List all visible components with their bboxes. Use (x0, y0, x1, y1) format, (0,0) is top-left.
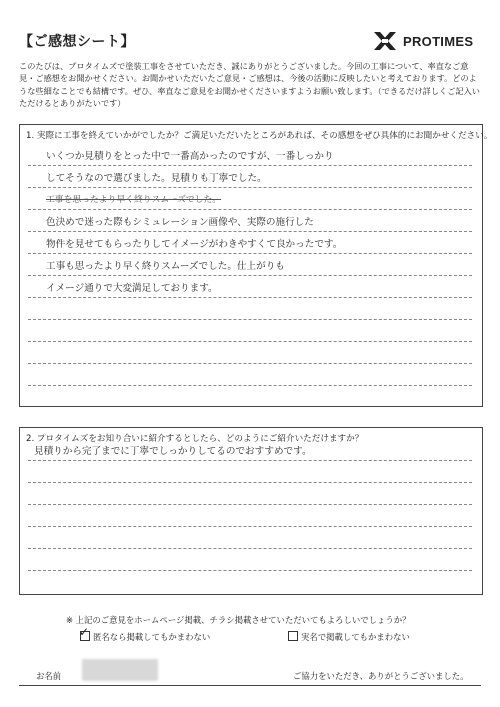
checkbox-realname[interactable] (288, 631, 298, 641)
protimes-mark-icon (372, 30, 398, 52)
option-realname-label: 実名で掲載してもかまわない (301, 632, 410, 642)
name-redacted (82, 659, 158, 681)
q1-answer-line-7: イメージ通りで大変満足しております。 (46, 283, 218, 294)
q2-answer-line-1: 見積りから完了までに丁寧でしっかりしてるのでおすすめです。 (34, 446, 312, 457)
question-1-box (19, 124, 493, 407)
intro-text: このたびは、プロタイムズで塗装工事をさせていただき、誠にありがとうございました。今回の工事について、率直なご意見・ご感想をお聞かせください。お聞かせいただいたご意見・ご感想は、今後の活動に反映したいと考えております。どのような些細なことでも結構です。ぜひ、率直なご意見をお聞かせくださいますようお願い致します。（できるだけ詳しくご記入いただけるとありがたいです） (19, 61, 480, 108)
check-mark-icon: ✓ (79, 625, 90, 639)
brand-name: PROTIMES (403, 33, 474, 49)
option-realname[interactable] (288, 631, 410, 643)
question-1-text: 1. 実際に工事を終えていかがでしたか？ご満足いただいたところがあれば、その感想をぜひ具体的にお聞かせください。 (26, 131, 493, 141)
consent-note: ※ 上記のご意見をホームページ掲載、チラシ掲載させていただいてもよろしいでしょうか？ (66, 615, 411, 625)
q1-answer-line-5: 物件を見せてもらったりしてイメージがわきやすくて良かったです。 (46, 239, 343, 250)
q1-answer-line-4: 色決めで迷った際もシミュレーション画像や、実際の施行した (46, 217, 314, 228)
thanks-text: ご協力をいただき、ありがとうございました。 (293, 671, 469, 681)
q1-answer-line-3-struck: 工事を思ったより早く終りスムーズでした。 (46, 195, 222, 205)
question-2-box (19, 427, 483, 595)
name-label: お名前 (36, 671, 62, 681)
protimes-logo (372, 30, 473, 52)
q1-answer-line-2: してそうなので選びました。見積りも丁寧でした。 (46, 173, 267, 184)
checkbox-anonymous[interactable] (79, 625, 90, 641)
sheet-title: 【ご感想シート】 (19, 34, 135, 50)
q1-answer-line-1: いくつか見積りをとった中で一番高かったのですが、一番しっかり (46, 151, 334, 162)
option-anonymous-label: 匿名なら掲載してもかまわない (93, 632, 211, 642)
option-anonymous[interactable] (79, 625, 211, 643)
question-2-text: 2. プロタイムズをお知り合いに紹介するとしたら、どのようにご紹介いただけますか？ (26, 434, 364, 444)
q1-answer-line-6: 工事も思ったより早く終りスムーズでした。仕上がりも (46, 261, 285, 272)
